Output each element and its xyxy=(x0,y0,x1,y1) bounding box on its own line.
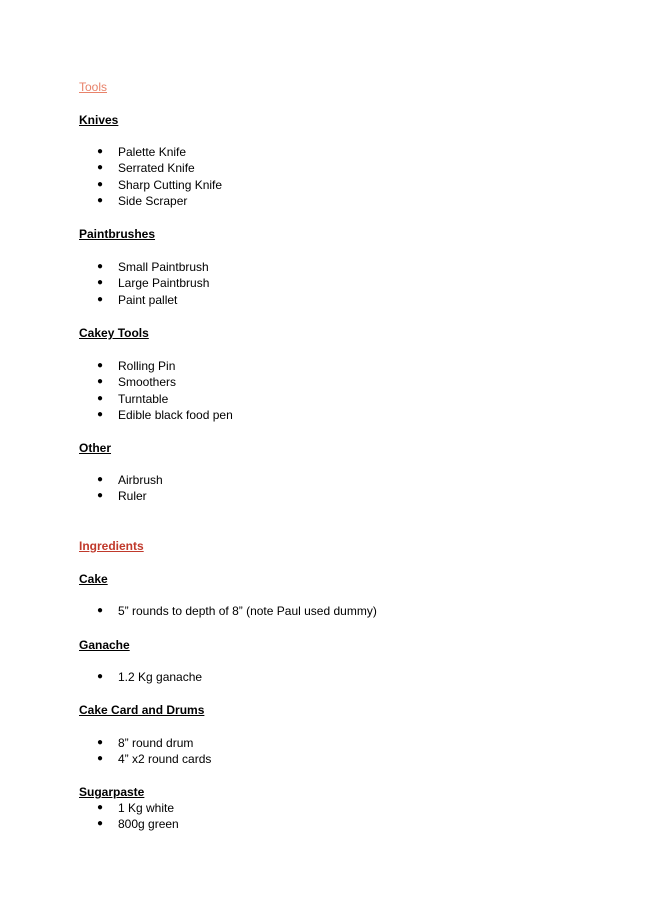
heading-cake: Cake xyxy=(79,572,108,586)
bullet-icon: ● xyxy=(97,490,104,502)
list-item: ● 4” x2 round cards xyxy=(97,752,212,767)
list-other xyxy=(97,472,163,505)
bullet-icon: ● xyxy=(97,146,104,157)
bullet-icon: ● xyxy=(97,474,104,485)
list-item: ● Ruler xyxy=(97,489,147,504)
list-item: ● Serrated Knife xyxy=(97,161,195,176)
heading-ganache: Ganache xyxy=(79,638,130,652)
list-item: ● Sharp Cutting Knife xyxy=(97,177,223,192)
bullet-icon: ● xyxy=(97,409,104,421)
bullet-icon: ● xyxy=(97,392,104,404)
bullet-icon: ● xyxy=(97,376,104,388)
list-cakey-tools xyxy=(97,358,233,424)
heading-cake-card-and-drums: Cake Card and Drums xyxy=(79,703,205,717)
list-item: ● Palette Knife xyxy=(97,145,187,159)
bullet-icon: ● xyxy=(97,605,104,616)
bullet-icon: ● xyxy=(97,737,104,748)
bullet-icon: ● xyxy=(97,360,104,371)
heading-other: Other xyxy=(79,441,112,455)
list-item: ● 5” rounds to depth of 8” (note Paul used dummy) xyxy=(97,604,377,618)
bullet-icon: ● xyxy=(97,178,104,190)
list-item: ● Small Paintbrush xyxy=(97,260,209,274)
list-item: ● 1.2 Kg ganache xyxy=(97,670,203,684)
list-sugarpaste xyxy=(97,800,179,833)
list-item: ● Airbrush xyxy=(97,473,163,487)
bullet-icon: ● xyxy=(97,293,104,305)
bullet-icon: ● xyxy=(97,818,104,830)
heading-knives: Knives xyxy=(79,113,119,127)
list-ganache xyxy=(97,669,202,685)
list-item: ● 1 Kg white xyxy=(97,801,175,815)
section-title-tools: Tools xyxy=(79,80,108,94)
list-paintbrushes xyxy=(97,259,209,308)
bullet-icon: ● xyxy=(97,671,104,682)
list-item: ● 800g green xyxy=(97,817,179,832)
heading-paintbrushes: Paintbrushes xyxy=(79,227,156,241)
bullet-icon: ● xyxy=(97,753,104,765)
list-item: ● Side Scraper xyxy=(97,194,188,209)
bullet-icon: ● xyxy=(97,261,104,272)
bullet-icon: ● xyxy=(97,195,104,207)
bullet-icon: ● xyxy=(97,162,104,174)
list-knives xyxy=(97,144,222,210)
list-cake xyxy=(97,603,377,619)
list-cake-card-and-drums xyxy=(97,735,211,768)
heading-sugarpaste: Sugarpaste xyxy=(79,785,145,799)
list-item: ● Rolling Pin xyxy=(97,359,176,373)
list-item: ● Edible black food pen xyxy=(97,408,233,423)
heading-cakey-tools: Cakey Tools xyxy=(79,326,149,340)
list-item: ● Smoothers xyxy=(97,375,177,390)
list-item: ● Turntable xyxy=(97,391,169,406)
list-item: ● 8” round drum xyxy=(97,736,194,750)
section-title-ingredients: Ingredients xyxy=(79,539,144,553)
list-item: ● Large Paintbrush xyxy=(97,276,210,291)
bullet-icon: ● xyxy=(97,802,104,813)
bullet-icon: ● xyxy=(97,277,104,289)
list-item: ● Paint pallet xyxy=(97,292,178,307)
